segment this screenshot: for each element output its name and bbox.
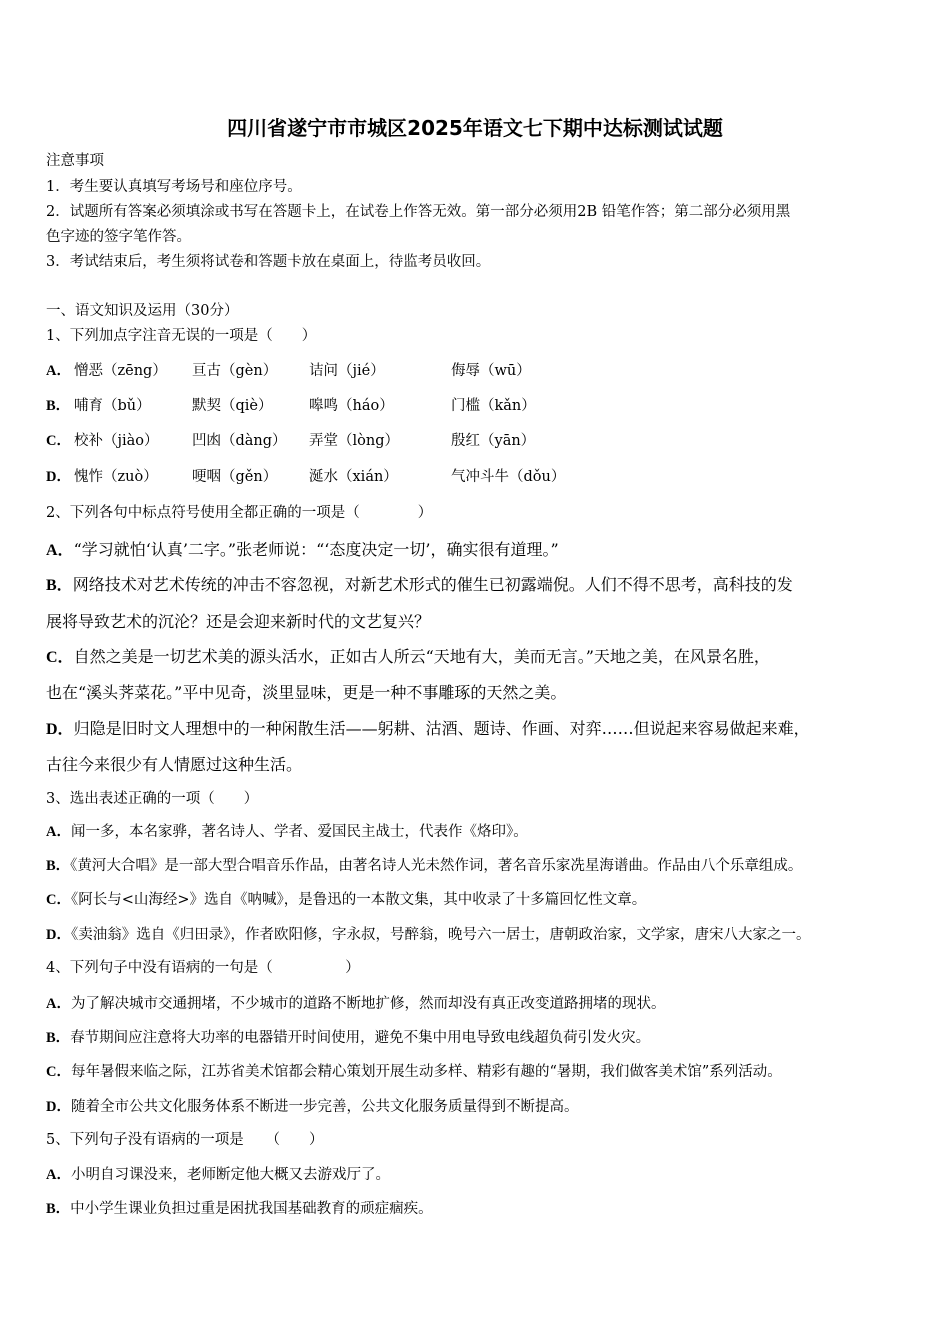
q2-option-b-cont: 展将导致艺术的沉沦？还是会迎来新时代的文艺复兴？: [46, 612, 431, 631]
option-text: 每年暑假来临之际，江苏省美术馆都会精心策划开展生动多样、精彩有趣的“暑期，我们做客美术馆”系列活动。: [70, 1064, 782, 1080]
q2-option-c: [46, 647, 770, 668]
q5-stem: 5、下列句子没有语病的一项是 （ ）: [46, 1132, 324, 1148]
option-text: 自然之美是一切艺术美的源头活水，正如古人所云“天地有大，美而无言。”天地之美，在风景名胜，: [73, 647, 770, 666]
option-label: B．: [46, 577, 73, 594]
option-text: 春节期间应注意将大功率的电器错开时间使用，避免不集中用电导致电线超负荷引发火灾。: [70, 1030, 651, 1046]
option-label: B．: [46, 1030, 71, 1046]
q4-option-a: [46, 994, 665, 1014]
option-label: D．: [46, 721, 74, 738]
q3-stem: 3、选出表述正确的一项（ ）: [46, 791, 259, 807]
section-heading: 一、语文知识及运用（30分）: [46, 303, 239, 319]
q4-option-d: [46, 1097, 578, 1117]
q3-option-c: [46, 890, 646, 910]
q5-option-a: [46, 1165, 390, 1185]
option-label: A．: [46, 542, 74, 559]
pinyin-word: 涎水（xián）: [309, 469, 398, 485]
option-text: 随着全市公共文化服务体系不断进一步完善，公共文化服务质量得到不断提高。: [70, 1099, 579, 1115]
option-text: 网络技术对艺术传统的冲击不容忽视，对新艺术形式的催生已初露端倪。人们不得不思考，高科技的发: [72, 575, 793, 594]
option-text: 小明自习课没来，老师断定他大概又去游戏厅了。: [70, 1167, 390, 1183]
option-label: A．: [46, 996, 71, 1012]
pinyin-word: 嗥鸣（háo）: [309, 398, 394, 414]
option-label: D．: [46, 469, 71, 485]
option-label: A．: [46, 1167, 71, 1183]
q1-stem: 1、下列加点字注音无误的一项是（ ）: [46, 328, 317, 344]
q3-option-b: [46, 856, 802, 876]
notice-item: 色字迹的签字笔作答。: [46, 229, 191, 245]
notice-item: 2．试题所有答案必须填涂或书写在答题卡上，在试卷上作答无效。第一部分必须用2B 铅笔作答；第二部分必须用黑: [46, 204, 791, 220]
option-label: A．: [46, 824, 71, 840]
q2-option-b: [46, 575, 793, 596]
q3-option-d: [46, 925, 810, 945]
option-text: “学习就怕‘认真’二字。”张老师说：“‘态度决定一切’，确实很有道理。”: [73, 540, 559, 559]
q2-option-d: [46, 719, 810, 740]
q4-option-c: [46, 1062, 782, 1082]
option-label: A．: [46, 363, 71, 379]
option-label: C．: [46, 433, 71, 449]
q2-option-d-cont: 古往今来很少有人情愿过这种生活。: [46, 755, 303, 774]
pinyin-word: 哽咽（gěn）: [192, 469, 278, 485]
pinyin-word: 气冲斗牛（dǒu）: [451, 469, 566, 485]
option-label: B．: [46, 1201, 71, 1217]
q3-option-a: [46, 822, 528, 842]
pinyin-word: 凹凼（dàng）: [192, 433, 287, 449]
option-text: 为了解决城市交通拥堵，不少城市的道路不断地扩修，然而却没有真正改变道路拥堵的现状。: [70, 996, 666, 1012]
option-text: 归隐是旧时文人理想中的一种闲散生活——躬耕、沽酒、题诗、作画、对弈……但说起来容易做起来难，: [73, 719, 810, 738]
pinyin-word: 哺育（bǔ）: [74, 398, 151, 414]
notice-item: 1．考生要认真填写考场号和座位序号。: [46, 179, 302, 195]
page-title: 四川省遂宁市市城区2025年语文七下期中达标测试试题: [227, 116, 723, 140]
option-label: C．: [46, 1064, 71, 1080]
option-label: C．: [46, 892, 71, 908]
q2-option-c-cont: 也在“溪头荠菜花。”平中见奇，淡里显味，更是一种不事雕琢的天然之美。: [46, 683, 567, 702]
q4-option-b: [46, 1028, 650, 1048]
pinyin-word: 弄堂（lòng）: [309, 433, 399, 449]
option-text: 《黄河大合唱》是一部大型合唱音乐作品，由著名诗人光未然作词，著名音乐家冼星海谱曲。作品由八个乐章组成。: [70, 858, 803, 874]
notice-item: 3．考试结束后，考生须将试卷和答题卡放在桌面上，待监考员收回。: [46, 254, 491, 270]
q2-stem: 2、下列各句中标点符号使用全都正确的一项是（ ）: [46, 505, 433, 521]
q4-stem: 4、下列句子中没有语病的一句是（ ）: [46, 960, 360, 976]
pinyin-word: 亘古（gèn）: [192, 363, 278, 379]
option-text: 《卖油翁》选自《归田录》，作者欧阳修，字永叔，号醉翁，晚号六一居士，唐朝政治家，文学家，唐宋八大家之一。: [70, 927, 811, 943]
option-label: D．: [46, 1099, 71, 1115]
option-text: 《阿长与<山海经>》选自《呐喊》，是鲁迅的一本散文集，其中收录了十多篇回忆性文章。: [70, 892, 647, 908]
option-text: 闻一多，本名家骅，著名诗人、学者、爱国民主战士，代表作《烙印》。: [70, 824, 528, 840]
option-label: B．: [46, 398, 71, 414]
pinyin-word: 门槛（kǎn）: [451, 398, 536, 414]
pinyin-word: 校补（jiào）: [74, 433, 159, 449]
pinyin-word: 愧怍（zuò）: [74, 469, 158, 485]
pinyin-word: 默契（qiè）: [192, 398, 273, 414]
q5-option-b: [46, 1199, 433, 1219]
notice-heading: 注意事项: [46, 153, 104, 169]
option-label: B．: [46, 858, 71, 874]
pinyin-word: 诘问（jié）: [309, 363, 385, 379]
q2-option-a: [46, 540, 559, 561]
option-label: D．: [46, 927, 71, 943]
option-text: 中小学生课业负担过重是困扰我国基础教育的顽症痼疾。: [70, 1201, 433, 1217]
option-label: C．: [46, 649, 74, 666]
pinyin-word: 憎恶（zēng）: [74, 363, 167, 379]
pinyin-word: 殷红（yān）: [451, 433, 536, 449]
pinyin-word: 侮辱（wū）: [451, 363, 531, 379]
